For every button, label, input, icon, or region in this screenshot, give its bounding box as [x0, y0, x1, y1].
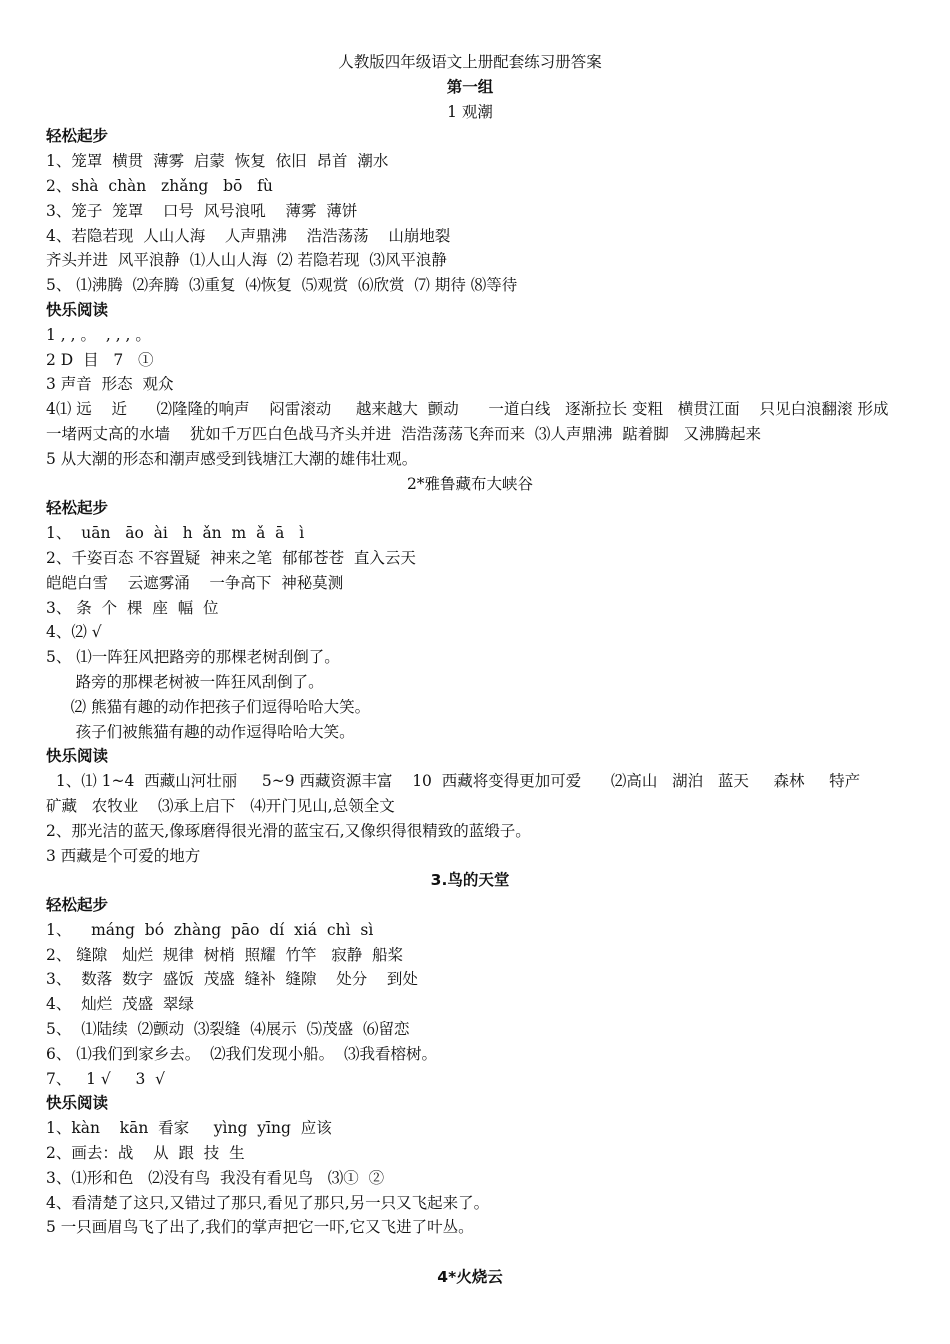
text-line: 1、笼罩 横贯 薄雾 启蒙 恢复 依旧 昂首 潮水: [46, 152, 389, 171]
text-line: 2、那光洁的蓝天,像琢磨得很光滑的蓝宝石,又像织得很精致的蓝缎子。: [46, 821, 531, 840]
text-line: 5、 ⑴陆续 ⑵颤动 ⑶裂缝 ⑷展示 ⑸茂盛 ⑹留恋: [46, 1020, 410, 1039]
section-heading: 轻松起步: [46, 127, 109, 146]
text-line: 路旁的那棵老树被一阵狂风刮倒了。: [46, 672, 324, 691]
group-title: 第一组: [446, 77, 494, 96]
text-line: 2、shà chàn zhǎng bō fù: [46, 176, 273, 195]
text-line: 3、笼子 笼罩 口号 风号浪吼 薄雾 薄饼: [46, 201, 358, 220]
text-line: 2*雅鲁藏布大峡谷: [406, 474, 534, 493]
section-heading: 3.鸟的天堂: [430, 871, 510, 890]
text-line: 4、看清楚了这只,又错过了那只,看见了那只,另一只又飞起来了。: [46, 1193, 490, 1212]
text-line: 1、⑴ 1~4 西藏山河壮丽 5~9 西藏资源丰富 10 西藏将变得更加可爱 ⑵高山 湖泊 蓝天 森林 特产 矿藏 农牧业 ⑶承上启下 ⑷开门见山,总领全文: [46, 772, 880, 815]
section-heading: 快乐阅读: [46, 747, 109, 766]
answer-document: [46, 50, 894, 1290]
text-line: 2 D 目 7 ①: [46, 350, 154, 369]
text-line: 4、若隐若现 人山人海 人声鼎沸 浩浩荡荡 山崩地裂: [46, 226, 451, 245]
text-line: 3、 条 个 棵 座 幅 位: [46, 598, 219, 617]
text-line: 3 声音 形态 观众: [46, 375, 174, 394]
text-line: 6、 ⑴我们到家乡去。 ⑵我们发现小船。 ⑶我看榕树。: [46, 1044, 437, 1063]
text-line: 4⑴ 远 近 ⑵隆隆的响声 闷雷滚动 越来越大 颤动 一道白线 逐渐拉长 变粗 横贯江面 只见白浪翻滚 形成一堵两丈高的水墙 犹如千万匹白色战马齐头并进 浩浩荡荡飞奔而来 ⑶人声鼎沸 踮着脚 又沸腾起来: [46, 400, 889, 443]
text-line: 5、 ⑴沸腾 ⑵奔腾 ⑶重复 ⑷恢复 ⑸观赏 ⑹欣赏 ⑺ 期待 ⑻等待: [46, 276, 518, 295]
text-line: 1、kàn kān 看家 yìng yīng 应该: [46, 1119, 332, 1138]
text-line: ⑵ 熊猫有趣的动作把孩子们逗得哈哈大笑。: [46, 697, 371, 716]
text-line: 2、千姿百态 不容置疑 神来之笔 郁郁苍苍 直入云天: [46, 548, 416, 567]
text-line: 1、 uān āo ài h ǎn m ǎ ā ì: [46, 524, 305, 543]
text-line: 3、⑴形和色 ⑵没有鸟 我没有看见鸟 ⑶① ②: [46, 1168, 385, 1187]
section-heading: 快乐阅读: [46, 300, 109, 319]
text-line: 4、⑵ √: [46, 623, 102, 642]
document-title: 人教版四年级语文上册配套练习册答案: [338, 53, 602, 71]
text-line: 1、 máng bó zhàng pāo dí xiá chì sì: [46, 920, 374, 939]
text-line: 皑皑白雪 云遮雾涌 一争高下 神秘莫测: [46, 573, 344, 592]
text-line: 2、 缝隙 灿烂 规律 树梢 照耀 竹竿 寂静 船桨: [46, 945, 404, 964]
blank-line: [46, 1240, 894, 1265]
section-heading: 4*火烧云: [437, 1268, 503, 1287]
text-line: 孩子们被熊猫有趣的动作逗得哈哈大笑。: [46, 722, 355, 741]
text-line: 3 西藏是个可爱的地方: [46, 846, 201, 865]
text-line: 3、 数落 数字 盛饭 茂盛 缝补 缝隙 处分 到处: [46, 970, 418, 989]
text-line: 齐头并进 风平浪静 ⑴人山人海 ⑵ 若隐若现 ⑶风平浪静: [46, 251, 447, 270]
text-line: 7、 1 √ 3 √: [46, 1069, 166, 1088]
text-line: 1 观潮: [447, 102, 493, 121]
section-heading: 快乐阅读: [46, 1094, 109, 1113]
text-line: 5 一只画眉鸟飞了出了,我们的掌声把它一吓,它又飞进了叶丛。: [46, 1218, 474, 1237]
text-line: 5、 ⑴一阵狂风把路旁的那棵老树刮倒了。: [46, 648, 340, 667]
section-heading: 轻松起步: [46, 896, 109, 915]
text-line: 4、 灿烂 茂盛 翠绿: [46, 995, 194, 1014]
text-line: 2、画去：战 从 跟 技 生: [46, 1144, 245, 1163]
text-line: 1 , , 。 , , , 。: [46, 325, 151, 344]
document-body: [46, 100, 894, 1290]
text-line: 5 从大潮的形态和潮声感受到钱塘江大潮的雄伟壮观。: [46, 449, 418, 468]
section-heading: 轻松起步: [46, 499, 109, 518]
